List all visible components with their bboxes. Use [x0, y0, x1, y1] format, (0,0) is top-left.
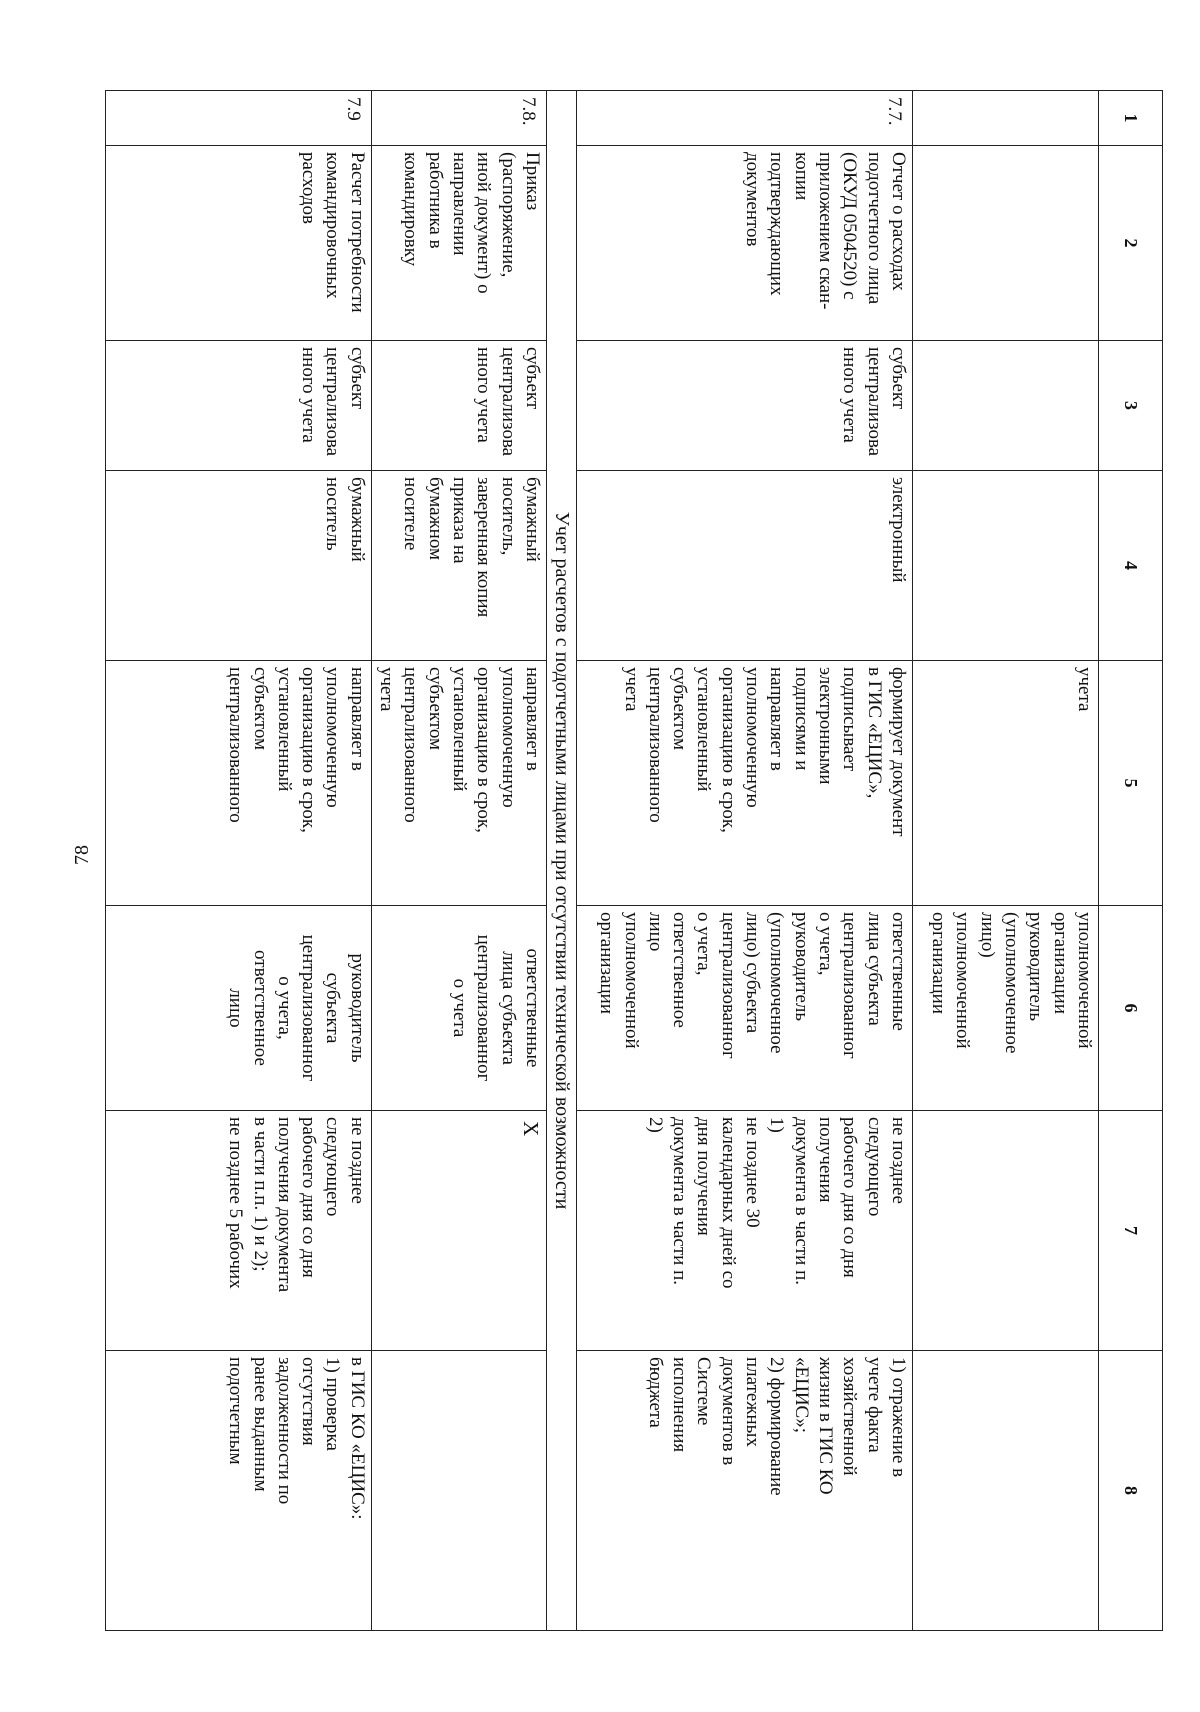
table-cell: направляет в уполномоченную организацию в срок, установленный субъектом централизованного учета	[371, 661, 546, 906]
section-row	[547, 91, 577, 1631]
table-cell: субъект централизова нного учета	[577, 341, 913, 471]
table-cell: Х	[371, 1111, 546, 1351]
table-cell: ответственные лица субъекта централизованног о учета	[371, 906, 546, 1111]
document-table	[105, 90, 1163, 1631]
table-row	[913, 91, 1099, 1631]
table-cell	[913, 146, 1099, 341]
table-cell: электронный	[577, 471, 913, 661]
table-row	[371, 91, 546, 1631]
table-cell: субъект централизова нного учета	[105, 341, 371, 471]
table-cell: Приказ (распоряжение, иной документ) о направлении работника в командировку	[371, 146, 546, 341]
section-heading: Учет расчетов с подотчетными лицами при отсутствии технической возможности	[547, 91, 577, 1631]
table-cell: 1) отражение в учете факта хозяйственной жизни в ГИС КО «ЕЦИС»; 2) формирование платежных документов в Системе исполнения бюджета	[577, 1351, 913, 1631]
table-cell	[371, 1351, 546, 1631]
column-header: 2	[1099, 146, 1163, 341]
page-number: 78	[71, 845, 93, 865]
header-row	[1099, 91, 1163, 1631]
table-cell: бумажный носитель, заверенная копия приказа на бумажном носителе	[371, 471, 546, 661]
table-row	[577, 91, 913, 1631]
table-cell: руководитель субъекта централизованног о учета, ответственное лицо	[105, 906, 371, 1111]
table-cell: не позднее следующего рабочего дня со дня получения документа в части п. 1) не позднее 30 календарных дней со дня получения документа в части п. 2)	[577, 1111, 913, 1351]
table-cell: формирует документ в ГИС «ЕЦИС», подписывает электронными подписями и направляет в уполномоченную организацию в срок, установленный субъектом централизованного учета	[577, 661, 913, 906]
table-cell: субъект централизова нного учета	[371, 341, 546, 471]
row-number: 7.9	[105, 91, 371, 146]
table-cell	[913, 471, 1099, 661]
column-header: 5	[1099, 661, 1163, 906]
table-cell: не позднее следующего рабочего дня со дня получения документа в части п.п. 1) и 2); не позднее 5 рабочих	[105, 1111, 371, 1351]
table-cell: направляет в уполномоченную организацию в срок, установленный субъектом централизованного	[105, 661, 371, 906]
column-header: 6	[1099, 906, 1163, 1111]
column-header: 7	[1099, 1111, 1163, 1351]
table-cell	[913, 1111, 1099, 1351]
table-cell: учета	[913, 661, 1099, 906]
table-cell: Расчет потребности командировочных расходов	[105, 146, 371, 341]
table-cell: уполномоченной организации руководитель (уполномоченное лицо) уполномоченной организации	[913, 906, 1099, 1111]
row-number: 7.8.	[371, 91, 546, 146]
column-header: 3	[1099, 341, 1163, 471]
column-header: 8	[1099, 1351, 1163, 1631]
row-number: 7.7.	[577, 91, 913, 146]
table-cell: бумажный носитель	[105, 471, 371, 661]
table-cell	[913, 341, 1099, 471]
column-header: 4	[1099, 471, 1163, 661]
table-cell: в ГИС КО «ЕЦИС»: 1) проверка отсутствия задолженности по ранее выданным подотчетным	[105, 1351, 371, 1631]
table-row	[105, 91, 371, 1631]
rotated-table-container	[113, 90, 1163, 1630]
column-header: 1	[1099, 91, 1163, 146]
table-cell: ответственные лица субъекта централизованног о учета, руководитель (уполномоченное лицо) субъекта централизованног о учета, ответственное лицо уполномоченной организации	[577, 906, 913, 1111]
table-cell	[913, 91, 1099, 146]
table-cell	[913, 1351, 1099, 1631]
table-cell: Отчет о расходах подотчетного лица (ОКУД 0504520) с приложением скан- копии подтверждающих документов	[577, 146, 913, 341]
